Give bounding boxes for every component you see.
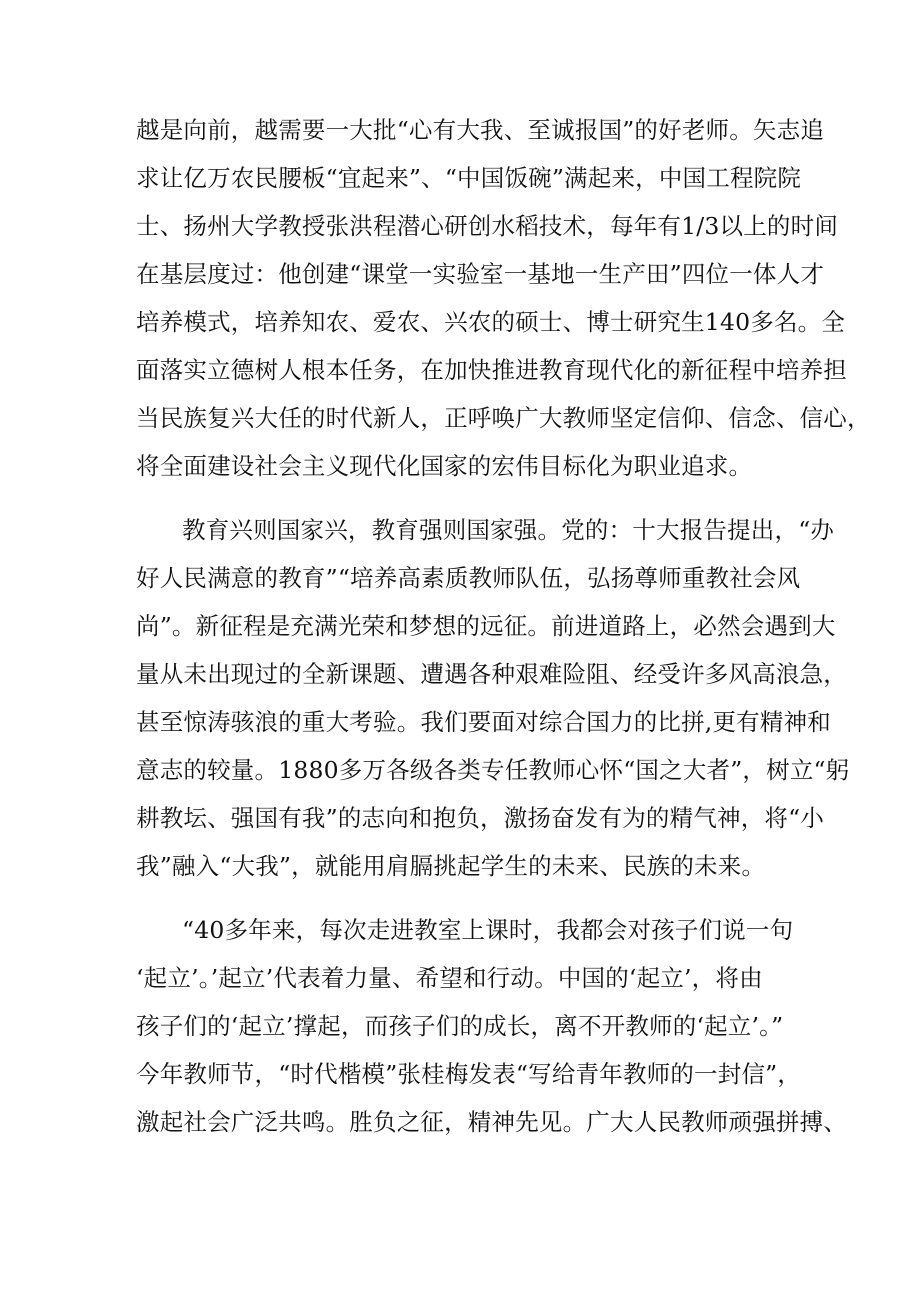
paragraph-line: 我”融入“大我”，就能用肩膈挑起学生的未来、民族的未来。 [136, 852, 766, 880]
paragraph-line: 求让亿万农民腰板“宜起来”、“中国饭碗”满起来，中国工程院院 [136, 164, 802, 192]
paragraph-line: 将全面建设社会主义现代化国家的宏伟目标化为职业追求。 [136, 452, 753, 480]
paragraph-line: 士、扬州大学教授张洪程潜心研创水稻技术，每年有1/3以上的时间 [136, 212, 839, 240]
paragraph-line: 尚”。新征程是充满光荣和梦想的远征。前进道路上，必然会遇到大 [136, 612, 836, 640]
paragraph-line: 今年教师节，“时代楷模”张桂梅发表“写给青年教师的一封信”， [136, 1060, 802, 1088]
document-body [136, 106, 871, 1146]
paragraph-1 [136, 106, 871, 490]
paragraph-line: 培养模式，培养知农、爱农、兴农的硕士、博士研究生140多名。全 [136, 308, 846, 336]
paragraph-line: 面落实立德树人根本任务，在加快推进教育现代化的新征程中培养担 [136, 356, 847, 384]
paragraph-line: ‘起立’。’起立’代表着力量、希望和行动。中国的‘起立’，将由 [136, 964, 763, 992]
paragraph-line: 在基层度过：他创建“课堂一实验室一基地一生产田”四位一体人才 [136, 260, 825, 288]
paragraph-line: 耕教坛、强国有我”的志向和抱负，激扬奋发有为的精气神，将“小 [136, 804, 825, 832]
paragraph-line: 甚至惊涛骇浪的重大考验。我们要面对综合国力的比拼,更有精神和 [136, 708, 831, 736]
paragraph-spacer [136, 890, 786, 906]
paragraph-line: “40多年来，每次走进教室上课时，我都会对孩子们说一句 [182, 916, 794, 944]
paragraph-2 [136, 506, 850, 890]
paragraph-line: 激起社会广泛共鸣。胜负之征，精神先见。广大人民教师顽强拼搏、 [136, 1108, 847, 1136]
paragraph-line: 好人民满意的教育”“培养高素质教师队伍，弘扬尊师重教社会风 [136, 564, 801, 592]
paragraph-line: 量从未出现过的全新课题、遭遇各种艰难险阻、经受许多风高浪急， [136, 660, 847, 688]
paragraph-3 [136, 906, 847, 1146]
paragraph-spacer [136, 490, 786, 506]
paragraph-line: 意志的较量。1880多万各级各类专任教师心怀“国之大者”，树立“躬 [136, 756, 850, 784]
paragraph-line: 越是向前，越需要一大批“心有大我、至诚报国”的好老师。矢志追 [136, 116, 825, 144]
paragraph-line: 孩子们的‘起立’撑起，而孩子们的成长，离不开教师的‘起立’。” [136, 1012, 784, 1040]
paragraph-line: 教育兴则国家兴，教育强则国家强。党的：十大报告提出，“办 [182, 516, 835, 544]
paragraph-line: 当民族复兴大任的时代新人，正呼唤广大教师坚定信仰、信念、信心， [136, 404, 871, 432]
